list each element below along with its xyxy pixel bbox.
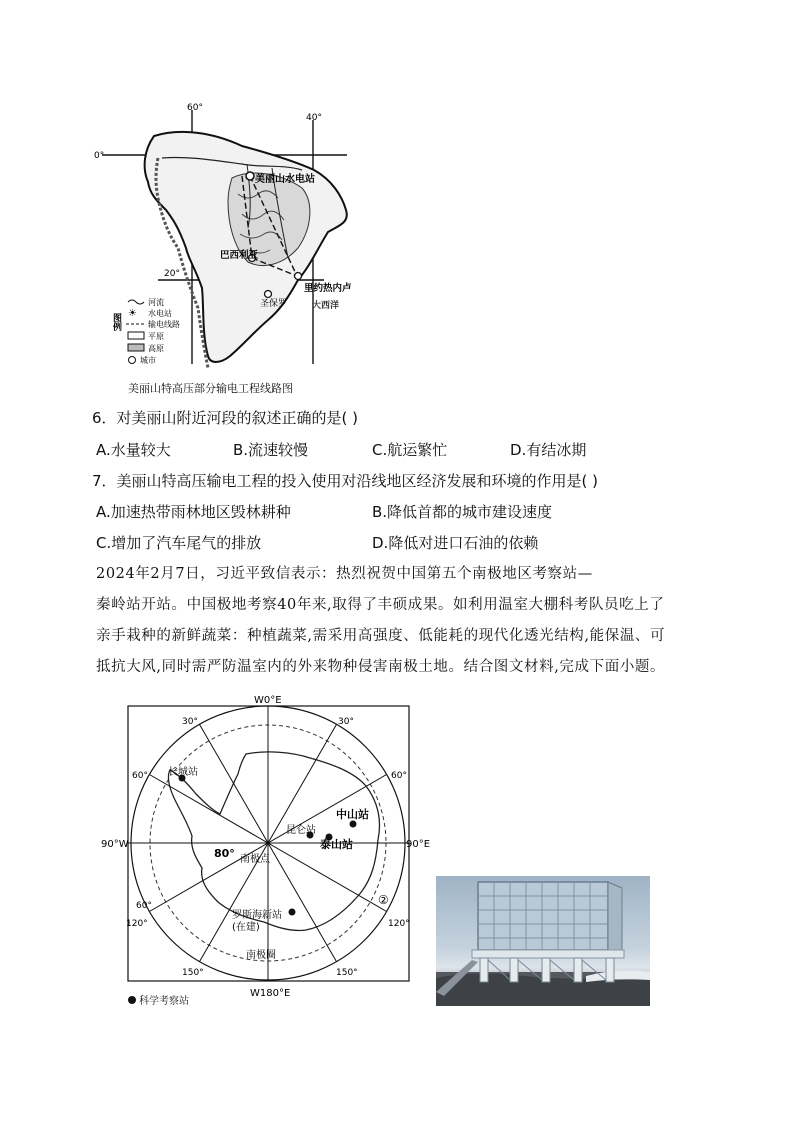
under-construction-label: (在建) <box>232 922 260 933</box>
passage-line-3: 亲手栽种的新鲜蔬菜：种植蔬菜,需采用高强度、低能耗的现代化透光结构,能保温、可 <box>96 628 666 644</box>
zhongshan-station-dot <box>350 821 357 828</box>
antarctica-map <box>96 690 431 1010</box>
kunlun-label: 昆仑站 <box>286 825 316 836</box>
deg30-right: 30° <box>338 717 354 727</box>
legend-river: 河流 <box>148 298 164 307</box>
passage-line-4: 抵抗大风,同时需严防温室内的外来物种侵害南极土地。结合图文材料,完成下面小题。 <box>96 659 666 675</box>
lat-20-label: 20° <box>164 269 180 279</box>
sa-map-caption: 美丽山特高压部分输电工程线路图 <box>128 382 293 395</box>
antarctic-circle-label: 南极圈 <box>246 950 276 961</box>
antarctica-map-svg <box>96 690 431 1010</box>
marker-2-label: ② <box>378 893 389 907</box>
hydro-station-label: 美丽山水电站 <box>255 174 315 185</box>
legend-plain: 平原 <box>148 332 164 341</box>
q6-stem: 6．对美丽山附近河段的叙述正确的是( ) <box>92 409 359 427</box>
deg30-left: 30° <box>182 717 198 727</box>
q6-option-b[interactable]: B.流速较慢 <box>233 441 309 459</box>
deg60-left: 60° <box>132 771 148 781</box>
q6-option-c[interactable]: C.航运繁忙 <box>372 441 448 459</box>
south-pole-label: 南极点 <box>240 854 270 865</box>
svg-text:大西洋: 大西洋 <box>312 301 340 311</box>
ross-sea-label: 罗斯海新站 <box>232 910 282 921</box>
south-america-map-svg <box>92 98 362 370</box>
greenhouse-photo <box>436 876 650 1006</box>
legend-plateau: 高原 <box>148 344 164 353</box>
deg150-left: 150° <box>182 968 204 978</box>
right-meridian-label: 90°E <box>406 839 431 850</box>
passage <box>96 559 665 683</box>
deg150-right: 150° <box>336 968 358 978</box>
rio-label: 里约热内卢 <box>304 283 352 294</box>
bottom-meridian-label: W180°E <box>250 988 291 999</box>
legend-hydro: 水电站 <box>148 309 172 318</box>
q7-option-b[interactable]: B.降低首都的城市建设速度 <box>372 503 553 521</box>
left-meridian-label: 90°W <box>101 839 129 850</box>
legend-title: 图例 <box>111 313 121 331</box>
q6-option-a[interactable]: A.水量较大 <box>96 441 171 459</box>
q7-stem: 7．美丽山特高压输电工程的投入使用对沿线地区经济发展和环境的作用是( ) <box>92 472 599 490</box>
ross-sea-station-dot <box>289 909 296 916</box>
taishan-label: 泰山站 <box>320 838 353 851</box>
zhongshan-label: 中山站 <box>336 808 369 821</box>
deg80-label: 80° <box>214 847 235 860</box>
legend-station-label: 科学考察站 <box>139 996 189 1007</box>
station-dot-icon <box>128 996 136 1004</box>
deg60-inner: 60° <box>136 901 152 911</box>
lat-0-label: 0° <box>94 151 105 161</box>
q7-option-a[interactable]: A.加速热带雨林地区毁林耕种 <box>96 503 291 521</box>
greenhouse-photo-svg <box>436 876 650 1006</box>
q7-option-c[interactable]: C.增加了汽车尾气的排放 <box>96 534 262 552</box>
lon-60-label: 60° <box>187 103 203 113</box>
q6-option-d[interactable]: D.有结冰期 <box>510 441 587 459</box>
deg60-right: 60° <box>391 771 407 781</box>
saopaulo-label: 圣保罗 <box>260 299 288 309</box>
deg120-right: 120° <box>388 919 410 929</box>
south-america-map <box>92 98 362 370</box>
lon-40-label: 40° <box>306 113 322 123</box>
deg120-left: 120° <box>126 919 148 929</box>
sa-legend <box>111 297 180 365</box>
legend-city: 城市 <box>140 356 156 365</box>
great-wall-label: 长城站 <box>168 767 198 778</box>
sun-icon: ☀ <box>128 308 137 319</box>
antarctica-legend <box>128 992 189 1007</box>
legend-line: 输电线路 <box>148 320 180 329</box>
top-meridian-label: W0°E <box>254 695 282 706</box>
passage-line-1: 2024年2月7日，习近平致信表示：热烈祝贺中国第五个南极地区考察站— <box>96 566 593 582</box>
brasilia-label: 巴西利亚 <box>220 250 259 261</box>
q7-option-d[interactable]: D.降低对进口石油的依赖 <box>372 534 539 552</box>
passage-line-2: 秦岭站开站。中国极地考察40年来,取得了丰硕成果。如利用温室大棚科考队员吃上了 <box>96 597 665 613</box>
